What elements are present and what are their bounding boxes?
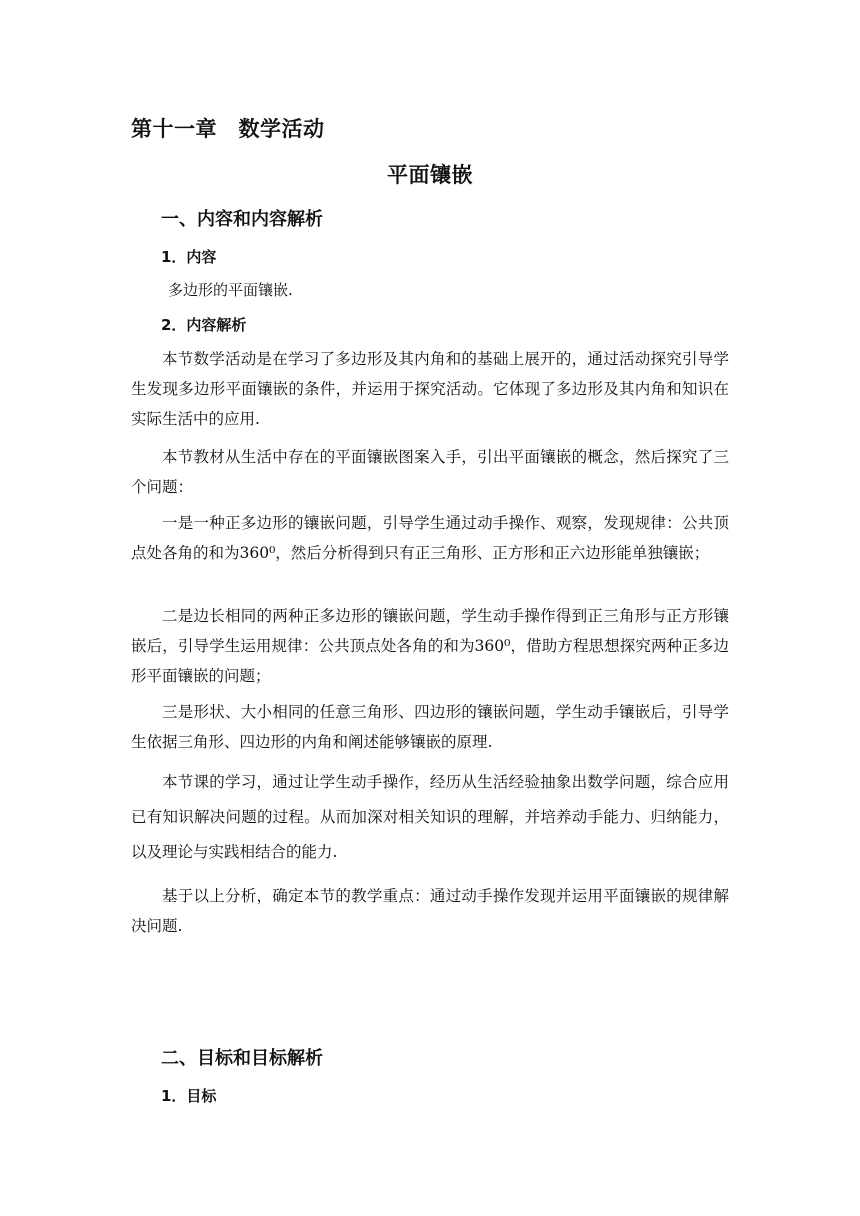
paragraph-problem-1: 一是一种正多边形的镶嵌问题，引导学生通过动手操作、观察，发现规律：公共顶点处各角的和为360⁰，然后分析得到只有正三角形、正方形和正六边形能单独镶嵌； xyxy=(131,514,729,562)
subheading-objectives: 1．目标 xyxy=(161,1087,217,1105)
subheading-content-analysis: 2．内容解析 xyxy=(161,316,247,334)
lesson-title: 平面镶嵌 xyxy=(387,163,473,187)
paragraph-problem-3: 三是形状、大小相同的任意三角形、四边形的镶嵌问题，学生动手镶嵌后，引导学生依据三角形、四边形的内角和阐述能够镶嵌的原理. xyxy=(131,703,729,751)
paragraph-analysis-2: 本节教材从生活中存在的平面镶嵌图案入手，引出平面镶嵌的概念，然后探究了三个问题： xyxy=(131,448,729,496)
paragraph-problem-2: 二是边长相同的两种正多边形的镶嵌问题，学生动手操作得到正三角形与正方形镶嵌后，引导学生运用规律：公共顶点处各角的和为360⁰，借助方程思想探究两种正多边形平面镶嵌的问题； xyxy=(131,607,729,685)
chapter-title: 第十一章 数学活动 xyxy=(131,117,325,141)
section-heading-objectives: 二、目标和目标解析 xyxy=(161,1048,323,1069)
paragraph-learning: 本节课的学习，通过让学生动手操作，经历从生活经验抽象出数学问题，综合应用已有知识解决问题的过程。从而加深对相关知识的理解，并培养动手能力、归纳能力，以及理论与实践相结合的能力. xyxy=(131,773,729,861)
section-heading-content: 一、内容和内容解析 xyxy=(161,209,323,230)
subheading-content: 1．内容 xyxy=(161,248,217,266)
content-text: 多边形的平面镶嵌. xyxy=(168,281,293,299)
paragraph-key-point: 基于以上分析，确定本节的教学重点：通过动手操作发现并运用平面镶嵌的规律解决问题. xyxy=(131,887,729,935)
paragraph-analysis-1: 本节数学活动是在学习了多边形及其内角和的基础上展开的，通过活动探究引导学生发现多边形平面镶嵌的条件，并运用于探究活动。它体现了多边形及其内角和知识在实际生活中的应用. xyxy=(131,350,729,428)
